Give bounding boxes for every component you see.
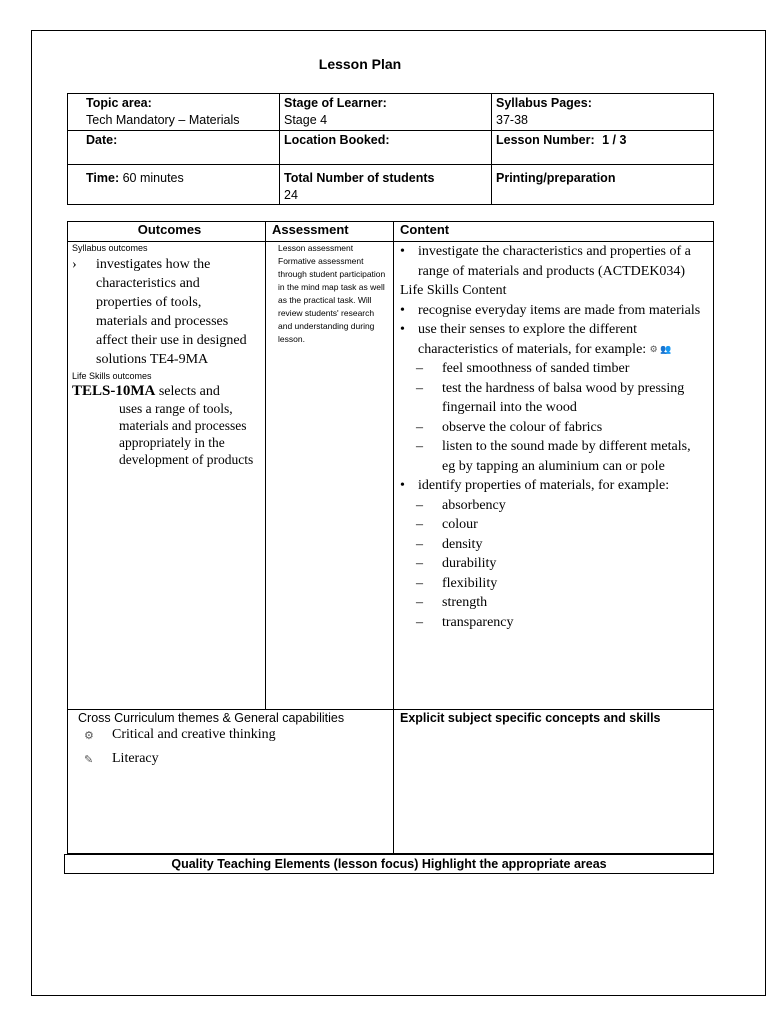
assessment-cell: [266, 242, 394, 710]
topic-value: Tech Mandatory – Materials: [86, 113, 240, 127]
syllabus-outcome-text: investigates how the characteristics and properties of tools, materials and processes affect their use in designed solutions TE4-9MA: [96, 257, 247, 367]
cross-curriculum-label: Cross Curriculum themes & General capabilities: [78, 711, 345, 725]
explicit-concepts-cell: [394, 710, 714, 854]
date-label: Date:: [86, 133, 118, 147]
content-item: • recognise everyday items are made from materials: [400, 302, 701, 318]
syllabus-label: Syllabus Pages:: [496, 96, 592, 110]
life-skills-content-heading: Life Skills Content: [400, 283, 507, 298]
lesson-number-label: Lesson Number:: [496, 133, 595, 147]
property-item: – absorbency: [416, 497, 506, 513]
printing-cell: [492, 165, 714, 205]
date-cell: [68, 131, 280, 165]
time-label: Time:: [86, 171, 120, 185]
lesson-header-table: [67, 93, 714, 205]
time-value: 60 minutes: [122, 171, 184, 185]
senses-item: – feel smoothness of sanded timber: [416, 361, 630, 377]
property-item: – colour: [416, 517, 478, 533]
content-list-b: [394, 301, 707, 360]
explicit-concepts-label: Explicit subject specific concepts and skills: [400, 711, 661, 725]
life-skills-outcomes-heading: Life Skills outcomes: [72, 371, 152, 381]
property-item: – strength: [416, 595, 488, 611]
property-item: – transparency: [416, 614, 514, 630]
life-skills-outcome: [72, 383, 261, 468]
pencil-book-icon: ✎: [84, 753, 94, 766]
lesson-number-value: 1 / 3: [602, 133, 627, 147]
outcome-marker: ›: [72, 257, 77, 272]
content-item: • investigate the characteristics and properties of a range of materials and products (ACTDEK034): [400, 244, 691, 279]
lesson-number-cell: [492, 131, 714, 165]
printing-label: Printing/preparation: [496, 171, 616, 185]
students-label: Total Number of students: [284, 171, 435, 185]
content-item: • use their senses to explore the different characteristics of materials, for example: ⚙ 👥: [394, 320, 707, 359]
capability-item: ⚙ Critical and creative thinking: [78, 727, 389, 743]
senses-icons: ⚙ 👥: [649, 343, 672, 354]
topic-label: Topic area:: [86, 96, 152, 110]
page-title: Lesson Plan: [318, 56, 402, 72]
stage-label: Stage of Learner:: [284, 96, 387, 110]
students-value: 24: [284, 188, 298, 202]
stage-cell: [280, 94, 492, 131]
content-list-a: [394, 242, 707, 281]
syllabus-outcome: [72, 255, 261, 369]
properties-list: [394, 496, 707, 633]
gears-icon: ⚙: [84, 729, 94, 742]
content-cell: [394, 242, 714, 710]
outcomes-header: Outcomes: [68, 222, 266, 242]
assessment-header: Assessment: [266, 222, 394, 242]
senses-item: – listen to the sound made by different metals, eg by tapping an aluminium can or pole: [416, 439, 691, 474]
life-skills-text-rest: uses a range of tools, materials and processes appropriately in the development of products: [119, 401, 254, 467]
quality-teaching-elements: Quality Teaching Elements (lesson focus) Highlight the appropriate areas: [64, 854, 714, 874]
senses-list: [394, 359, 707, 476]
topic-area-cell: [68, 94, 280, 131]
senses-item: – observe the colour of fabrics: [416, 419, 603, 435]
content-item: • identify properties of materials, for example:: [400, 478, 670, 494]
location-label: Location Booked:: [284, 133, 390, 147]
property-item: – density: [416, 536, 483, 552]
stage-value: Stage 4: [284, 113, 328, 127]
life-skills-text-first: selects and: [158, 384, 220, 399]
syllabus-outcomes-heading: Syllabus outcomes: [72, 243, 148, 253]
syllabus-value: 37-38: [496, 113, 528, 127]
cross-curriculum-cell: [68, 710, 394, 854]
outcomes-cell: [68, 242, 266, 710]
lesson-main-table: [67, 221, 714, 854]
senses-item: – test the hardness of balsa wood by pressing fingernail into the wood: [416, 380, 685, 416]
time-cell: [68, 165, 280, 205]
capability-item: ✎ Literacy: [78, 751, 389, 767]
property-item: – durability: [416, 556, 497, 572]
content-list-c: [394, 476, 707, 496]
location-cell: [280, 131, 492, 165]
life-skills-code: TELS-10MA: [72, 383, 156, 399]
content-header: Content: [394, 222, 714, 242]
assessment-text: Lesson assessment Formative assessment through student participation in the mind map task as well as the practical task. Will review students' research and understanding during lesson.: [278, 243, 386, 344]
syllabus-cell: [492, 94, 714, 131]
property-item: – flexibility: [416, 575, 498, 591]
students-cell: [280, 165, 492, 205]
